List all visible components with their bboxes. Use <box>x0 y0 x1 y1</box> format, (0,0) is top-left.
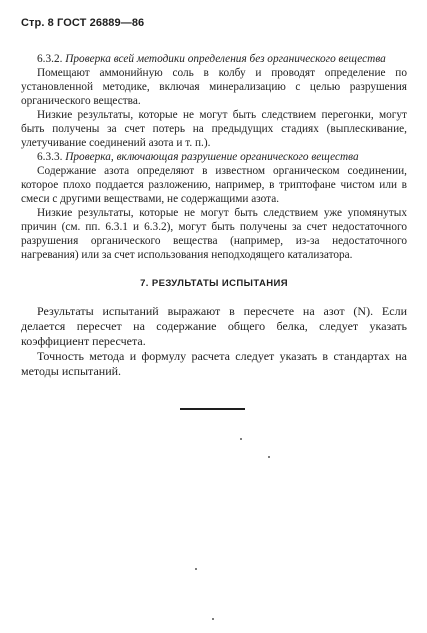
paragraph: Результаты испытаний выражают в пересчете на азот (N). Если делается пересчет на содержание общего белка, следует указать коэффициент пересчета. <box>21 304 407 348</box>
speck <box>212 618 214 620</box>
speck <box>195 568 197 570</box>
clause-title: Проверка, включающая разрушение органического вещества <box>65 151 359 163</box>
clause-title: Проверка всей методики определения без органического вещества <box>65 53 386 65</box>
speck <box>268 456 270 458</box>
clause-number: 6.3.3. <box>37 151 63 163</box>
paragraph: Низкие результаты, которые не могут быть следствием уже упомянутых причин (см. пп. 6.3.1 и 6.3.2), могут быть получены за счет недостаточного разрушения органического вещества (например, из-за недостаточного нагревания) или за счет использования неподходящего катализатора. <box>21 207 407 261</box>
section-title: 7. РЕЗУЛЬТАТЫ ИСПЫТАНИЯ <box>140 278 288 289</box>
speck <box>240 438 242 440</box>
paragraph: Точность метода и формулу расчета следует указать в стандартах на методы испытаний. <box>21 349 407 378</box>
paragraph-6-3-2-heading <box>21 52 407 66</box>
paragraph-6-3-3-heading <box>21 150 407 164</box>
paragraph: Низкие результаты, которые не могут быть следствием перегонки, могут быть получены за счет потерь на предыдущих стадиях (выплескивание, улетучивание соединений азота и т. п.). <box>21 109 407 149</box>
end-rule <box>180 408 245 410</box>
paragraph: Помещают аммонийную соль в колбу и проводят определение по установленной методике, включая минерализацию с целью разрушения органического вещества. <box>21 67 407 107</box>
document-body <box>21 52 407 379</box>
page-header: Стр. 8 ГОСТ 26889—86 <box>21 17 145 29</box>
clause-number: 6.3.2. <box>37 53 63 65</box>
paragraph: Содержание азота определяют в известном органическом соединении, которое плохо поддается разложению, например, в триптофане чистом или в смеси с другими веществами, не содержащими азота. <box>21 165 407 205</box>
